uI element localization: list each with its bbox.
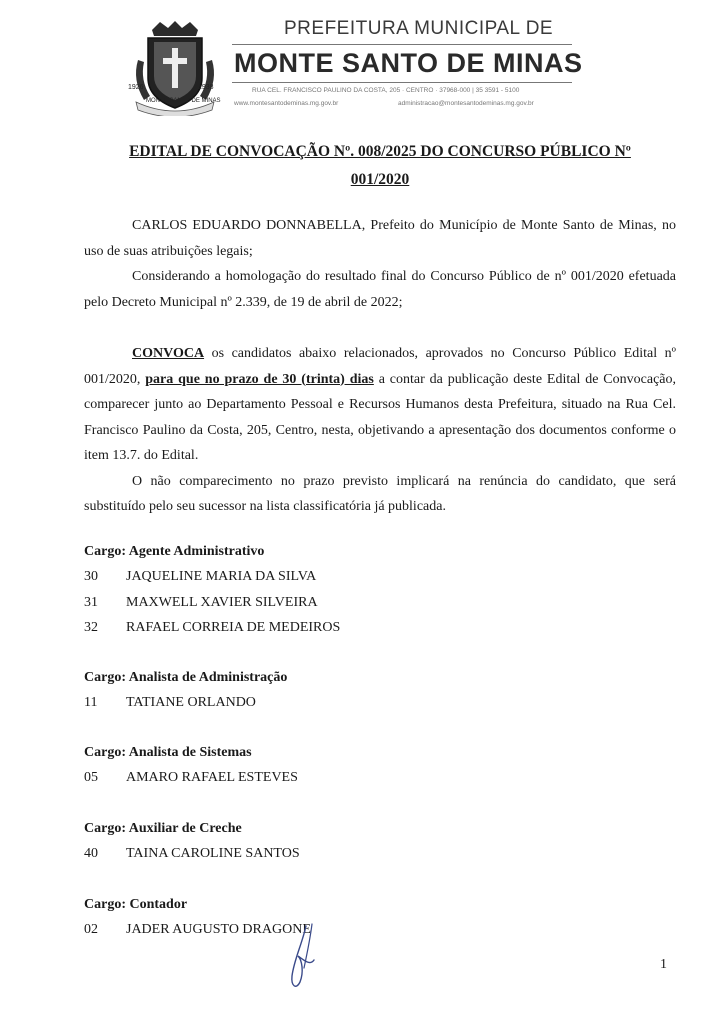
convoca-paragraph [84,341,676,469]
candidate-number: 40 [84,846,98,861]
cargo-heading: Cargo: Analista de Sistemas [84,745,252,760]
letterhead-rule-bottom [232,82,572,83]
intro-paragraph-1 [84,213,676,264]
convoca-keyword: CONVOCA [132,346,205,361]
candidate-number: 02 [84,922,98,937]
signature-initial-icon [280,920,330,1000]
candidate-number: 30 [84,569,98,584]
letterhead-rule-top [232,44,572,45]
document-title-line1: EDITAL DE CONVOCAÇÃO Nº. 008/2025 DO CONCURSO PÚBLICO Nº [129,143,631,160]
convoca-deadline: para que no prazo de 30 (trinta) dias [145,371,374,387]
convoca-text-1: os candidatos abaixo relacionados, aprovados no Concurso Público Edital nº 001/2020, [84,346,676,387]
candidate-name: AMARO RAFAEL ESTEVES [126,770,298,785]
candidate-row [84,595,318,611]
candidate-name: JAQUELINE MARIA DA SILVA [126,569,317,584]
candidate-row [84,846,300,862]
candidate-row [84,569,316,585]
letterhead-line2: MONTE SANTO DE MINAS [234,48,583,78]
intro-text-1: CARLOS EDUARDO DONNABELLA, Prefeito do Município de Monte Santo de Minas, no uso de suas atribuições legais; [84,218,676,259]
renuncia-text: O não comparecimento no prazo previsto implicará na renúncia do candidato, que será substituído pelo seu sucessor na lista classificatória já publicada. [84,473,676,514]
letterhead-email: administracao@montesantodeminas.mg.gov.br [398,100,534,107]
candidate-number: 11 [84,695,98,710]
letterhead-website: www.montesantodeminas.mg.gov.br [234,100,339,107]
candidate-name: RAFAEL CORREIA DE MEDEIROS [126,620,341,635]
letterhead-line1: PREFEITURA MUNICIPAL DE [284,18,554,39]
candidate-row [84,695,256,711]
cargo-heading: Cargo: Analista de Administração [84,670,288,685]
intro-paragraph-2 [84,264,676,315]
intro-section [84,213,676,315]
candidate-name: JADER AUGUSTO DRAGONE [126,922,311,937]
candidate-row [84,770,298,786]
candidate-name: TAINA CAROLINE SANTOS [126,846,300,861]
candidate-name: MAXWELL XAVIER SILVEIRA [126,595,318,610]
intro-text-2: Considerando a homologação do resultado final do Concurso Público de nº 001/2020 efetuada pelo Decreto Municipal nº 2.339, de 19 de abril de 2022; [84,269,676,310]
crest-year-right: 1938 [198,84,214,91]
crest-banner: MONTE SANTO DE MINAS [146,98,221,104]
cargo-heading: Cargo: Auxiliar de Creche [84,821,242,836]
candidate-number: 31 [84,595,98,610]
candidate-number: 32 [84,620,98,635]
candidate-number: 05 [84,770,98,785]
candidate-row [84,620,340,636]
cargo-heading: Cargo: Agente Administrativo [84,544,265,559]
document-title-line2: 001/2020 [350,171,410,188]
convoca-section [84,341,676,520]
renuncia-paragraph [84,469,676,520]
letterhead-address: RUA CEL. FRANCISCO PAULINO DA COSTA, 205 · CENTRO · 37968-000 | 35 3591 - 5100 [252,87,520,94]
candidate-name: TATIANE ORLANDO [126,695,256,710]
convoca-text-2: a contar da publicação deste Edital de Convocação, comparecer junto ao Departamento Pessoal e Recursos Humanos desta Prefeitura, situado na Rua Cel. Francisco Paulino da Costa, 205, Centro, nesta, objetivando a apresentação dos documentos conforme o item 13.7. do Edital. [84,371,676,463]
cargo-heading: Cargo: Contador [84,897,188,912]
crest-year-left: 1926 [128,84,144,91]
page-number: 1 [660,957,667,972]
candidate-row [84,922,311,938]
